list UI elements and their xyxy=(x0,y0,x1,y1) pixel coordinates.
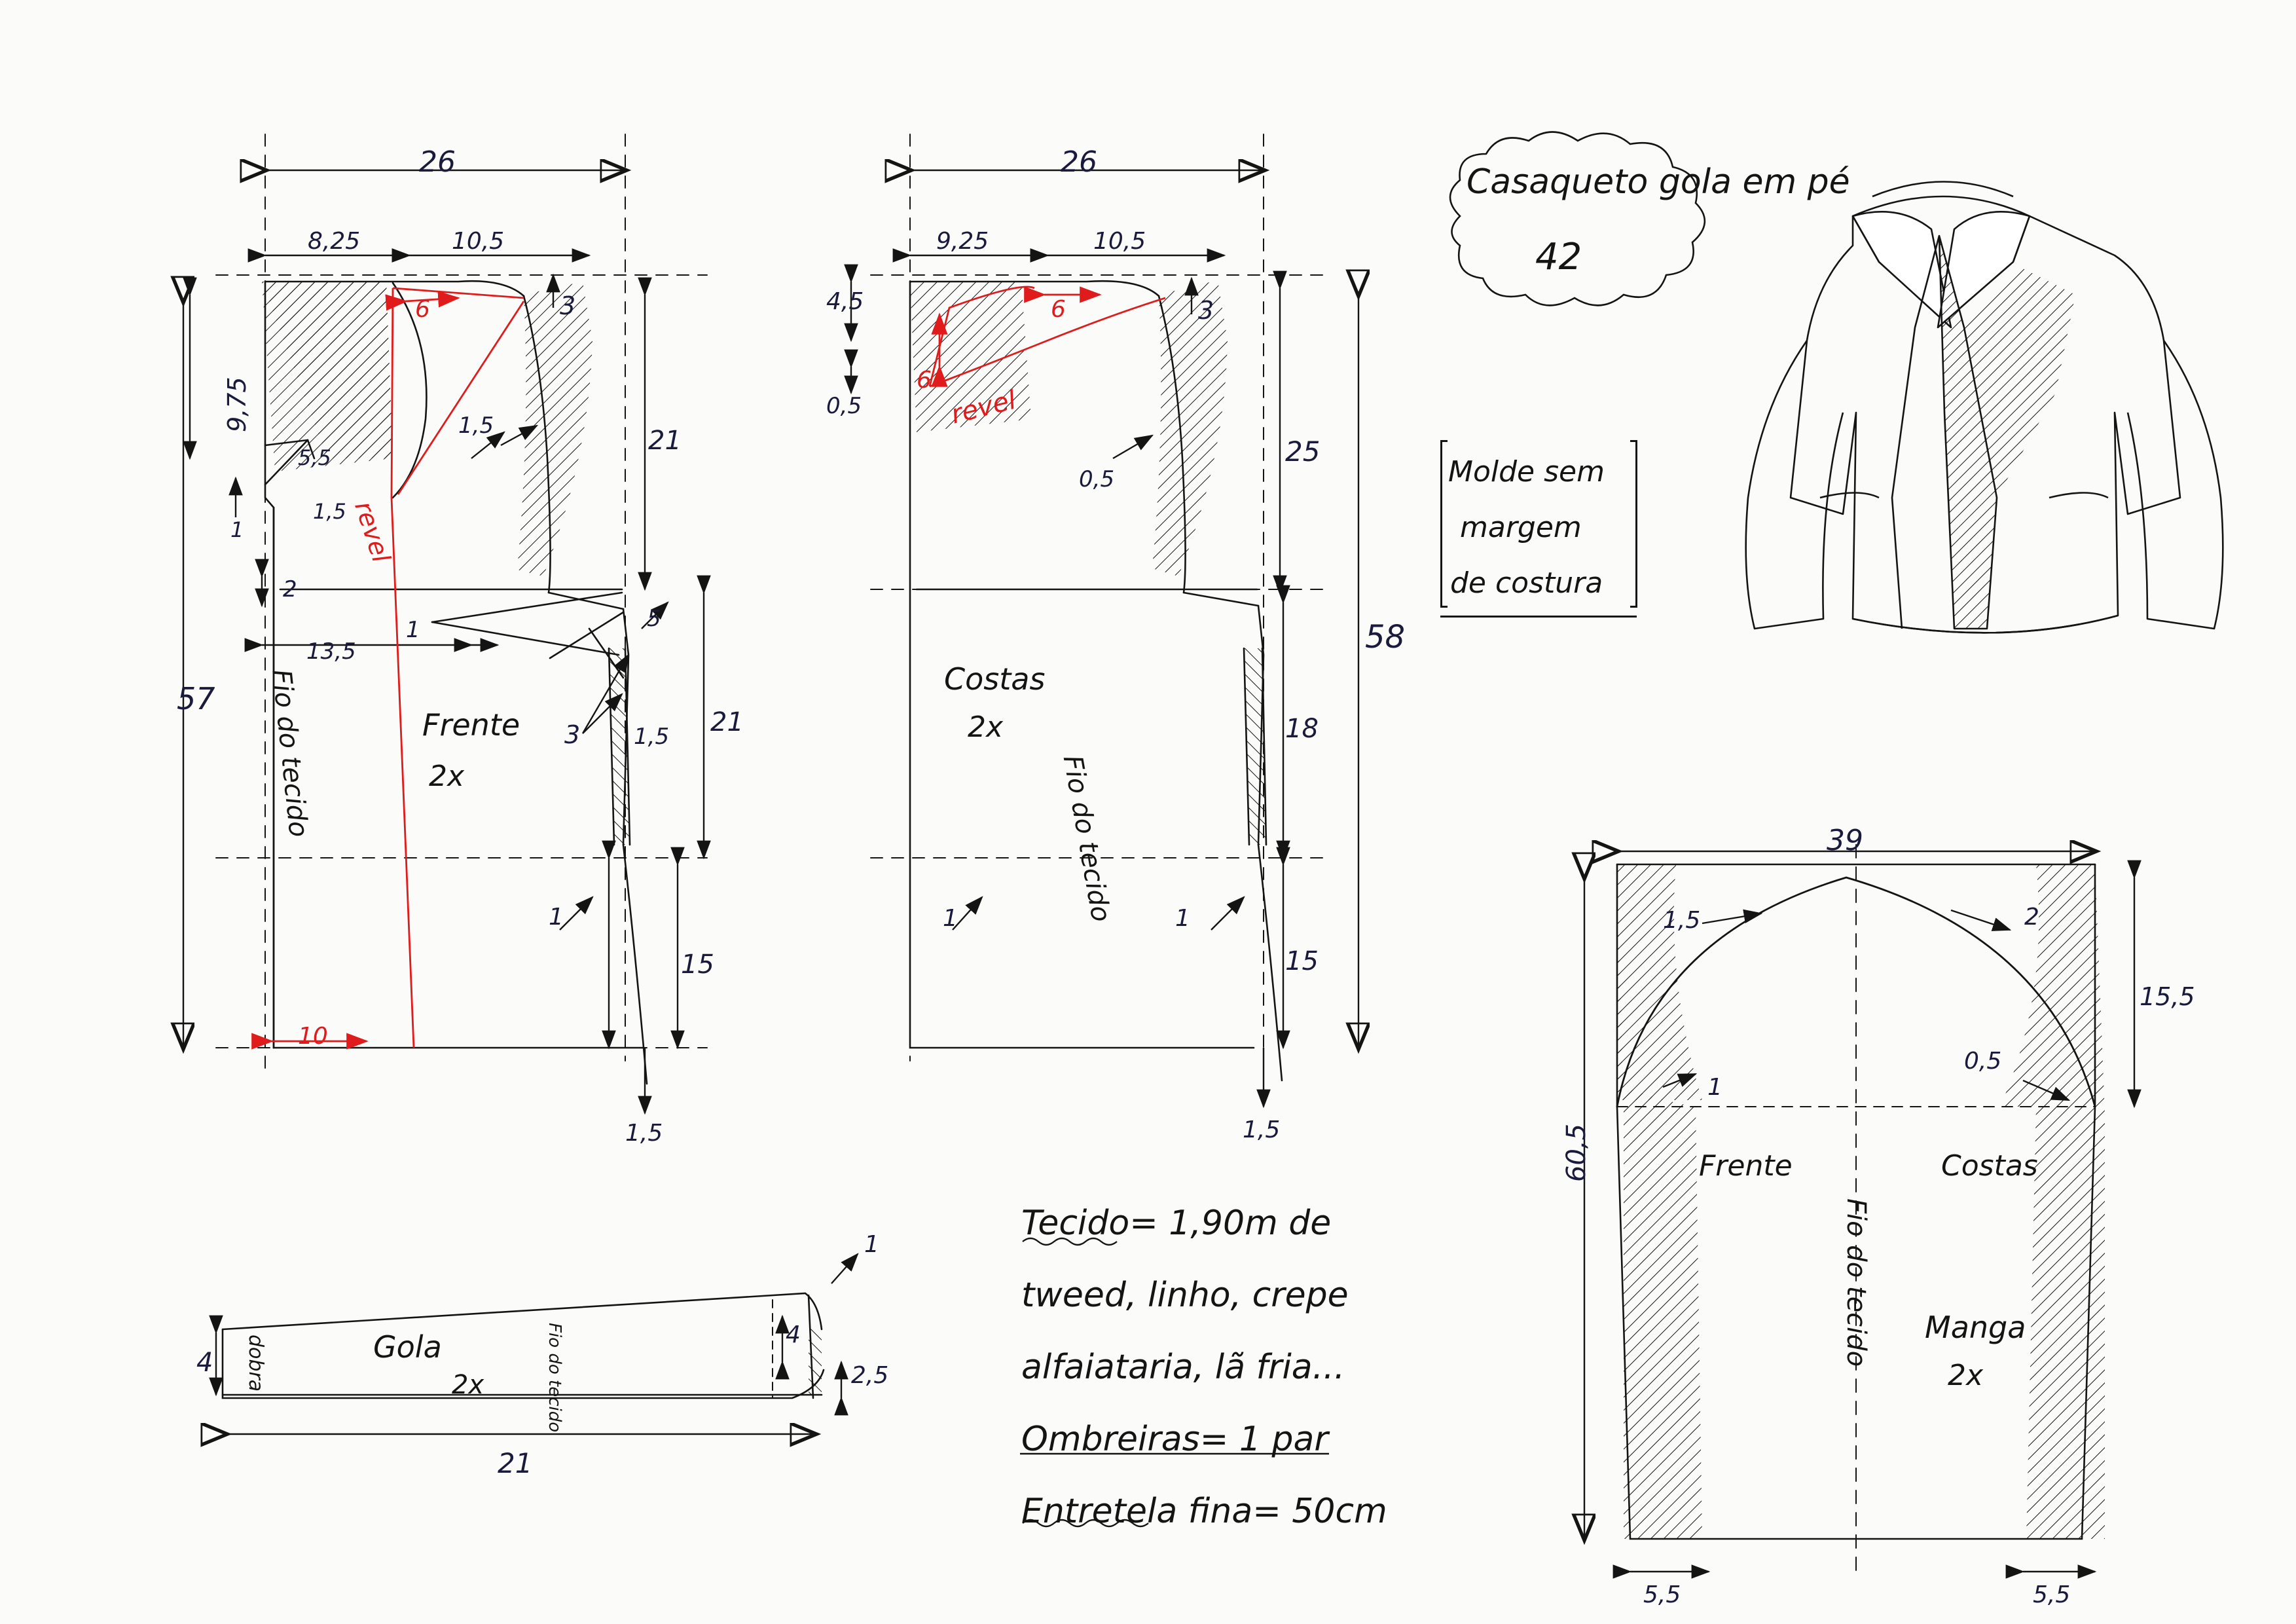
spec-underlines xyxy=(1008,1192,1663,1559)
back-dim-armhole-right: 3 xyxy=(1198,296,1214,325)
collar-dim-height-4: 4 xyxy=(196,1348,213,1378)
front-red-10: 10 xyxy=(298,1023,328,1050)
front-dim-dart-2: 2 xyxy=(283,576,297,602)
front-grainline-label: Fio do tecido xyxy=(266,668,314,839)
note-underline xyxy=(1440,616,1637,618)
collar-piece-qty: 2x xyxy=(452,1370,484,1400)
spec-line-2: tweed, linho, crepe xyxy=(1021,1276,1349,1315)
note-line-2: margem xyxy=(1460,511,1582,544)
sleeve-dim-bottom-right-55: 5,5 xyxy=(2033,1581,2071,1608)
back-dim-side-18: 18 xyxy=(1285,714,1319,744)
back-grainline-label: Fio do tecido xyxy=(1057,753,1116,925)
front-dim-side-21-top: 21 xyxy=(648,426,682,456)
sleeve-dim-cap-right-2: 2 xyxy=(2024,904,2039,931)
sleeve-dim-cap-left-1: 1 xyxy=(1707,1074,1722,1101)
front-dim-top-width: 26 xyxy=(419,145,456,179)
title-cloud xyxy=(1421,118,1735,327)
back-red-6-top: 6 xyxy=(1051,296,1066,323)
collar-dim-inner-4: 4 xyxy=(786,1321,801,1348)
front-dim-neck-left: 9,75 xyxy=(223,377,251,432)
back-dim-hem-15: 15 xyxy=(1285,946,1319,976)
back-dim-neck-45: 4,5 xyxy=(826,288,864,315)
front-revel-label: revel xyxy=(349,498,396,566)
back-dim-shoulder-b: 10,5 xyxy=(1093,228,1146,255)
front-dim-armhole-right: 3 xyxy=(560,291,576,320)
jacket-technical-drawing xyxy=(1656,131,2246,819)
spec-line-4: Ombreiras= 1 par xyxy=(1021,1420,1328,1459)
front-dim-dart-135: 13,5 xyxy=(306,638,356,665)
front-dim-dart-15: 1,5 xyxy=(634,724,670,750)
front-dim-dart-3: 3 xyxy=(564,720,581,749)
front-dim-total-left: 57 xyxy=(177,681,215,716)
front-dim-bottom-15: 1,5 xyxy=(625,1120,663,1147)
back-dim-hem-1b: 1 xyxy=(1175,905,1190,932)
back-dim-armhole-05: 0,5 xyxy=(1079,466,1115,492)
sleeve-dim-left-605: 60,5 xyxy=(1561,1123,1592,1182)
note-line-3: de costura xyxy=(1450,566,1603,600)
sleeve-piece-qty: 2x xyxy=(1948,1359,1984,1392)
collar-dim-tip-1: 1 xyxy=(864,1231,879,1258)
size-label: 42 xyxy=(1535,236,1582,278)
sleeve-dim-bottom-left-55: 5,5 xyxy=(1643,1581,1681,1608)
front-dim-lapel-15: 1,5 xyxy=(458,413,494,439)
collar-piece-name: Gola xyxy=(373,1329,442,1365)
back-dim-bottom-15: 1,5 xyxy=(1243,1116,1281,1143)
back-dim-shoulder-a: 9,25 xyxy=(936,228,989,255)
back-dim-hem-1: 1 xyxy=(943,905,958,932)
front-dim-shoulder-b: 10,5 xyxy=(452,228,505,255)
front-dim-side-21-bottom: 21 xyxy=(710,707,744,737)
note-line-1: Molde sem xyxy=(1448,455,1605,489)
front-dim-dart-1: 1 xyxy=(406,617,420,643)
sleeve-dim-top-width: 39 xyxy=(1827,824,1863,857)
front-dim-small-1: 1 xyxy=(230,517,244,542)
back-dim-total-right: 58 xyxy=(1365,619,1406,655)
front-red-6: 6 xyxy=(415,296,430,323)
collar-grainline-label: Fio do tecido xyxy=(545,1323,564,1433)
note-bracket-left xyxy=(1440,440,1448,608)
front-dim-dart-5: 5 xyxy=(647,606,661,632)
spec-line-5: Entretela fina= 50cm xyxy=(1021,1492,1387,1531)
back-piece-name: Costas xyxy=(944,661,1046,697)
front-piece-qty: 2x xyxy=(429,760,465,793)
collar-fold-label: dobra xyxy=(244,1335,267,1392)
front-dim-hem-15: 15 xyxy=(681,950,714,980)
note-bracket-right xyxy=(1630,440,1637,608)
spec-line-1: Tecido= 1,90m de xyxy=(1021,1204,1332,1243)
sleeve-piece-name: Manga xyxy=(1925,1310,2026,1345)
front-dim-small-15a: 1,5 xyxy=(313,499,346,524)
sleeve-front-label: Frente xyxy=(1699,1149,1793,1183)
back-dim-neck-05: 0,5 xyxy=(826,393,862,419)
back-piece-qty: 2x xyxy=(968,710,1004,744)
front-dim-hem-1: 1 xyxy=(549,904,564,931)
sleeve-dim-right-155: 15,5 xyxy=(2140,982,2195,1011)
sleeve-grainline-label: Fio do tecido xyxy=(1841,1198,1871,1367)
spec-line-3: alfaiataria, lã fria... xyxy=(1021,1348,1345,1387)
back-dim-side-25: 25 xyxy=(1285,435,1321,468)
front-dim-shoulder-a: 8,25 xyxy=(308,228,361,255)
collar-dim-width-21: 21 xyxy=(498,1447,533,1479)
back-red-6-left: 6 xyxy=(917,367,932,394)
title-text: Casaqueto gola em pé xyxy=(1467,162,1850,202)
back-dim-top-width: 26 xyxy=(1061,145,1097,179)
collar-dim-right-25: 2,5 xyxy=(851,1362,889,1389)
front-dim-small-55: 5,5 xyxy=(298,445,331,470)
sleeve-dim-cap-left-15: 1,5 xyxy=(1663,907,1701,934)
sleeve-dim-cap-right-05: 0,5 xyxy=(1964,1048,2002,1075)
back-revel-label: revel xyxy=(948,384,1019,430)
front-piece-name: Frente xyxy=(422,707,520,743)
sleeve-back-label: Costas xyxy=(1941,1149,2038,1183)
